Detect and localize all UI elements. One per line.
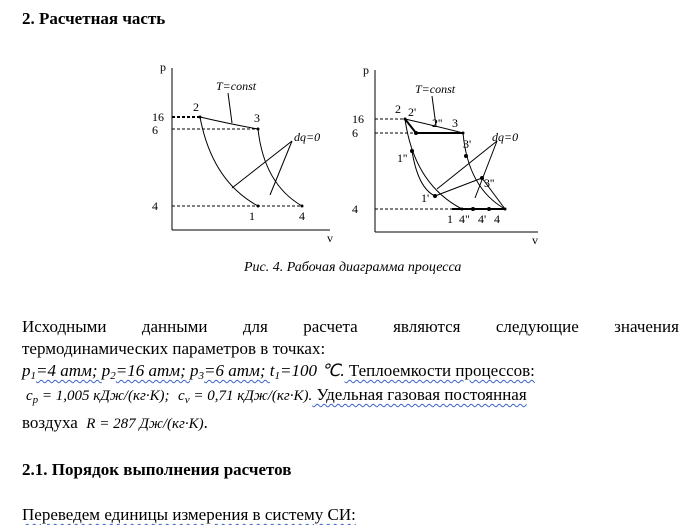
paragraph-line-3: $p_1=4$ атм; $p_2=16$ атм; $p_3=6$ атм; $t_1=100$ ℃. Теплоемкости процессов: (22, 361, 535, 382)
right-pv-diagram (342, 56, 552, 248)
left-point-1: 1 (249, 209, 255, 223)
paragraph-line-1: Исходными данными для расчета являются следующие значения (22, 317, 679, 336)
left-pointer-dq-a (232, 141, 292, 188)
right-point-1p: 1' (421, 191, 430, 205)
paragraph-line-2: термодинамических параметров в точках: (22, 339, 326, 358)
right-point-1pp: 1'' (397, 151, 408, 165)
right-tick-6: 6 (352, 126, 358, 140)
left-label-T: T=const (216, 79, 257, 93)
paragraph-line-5: воздуха R = 287 Дж/(кг·К). (22, 413, 208, 432)
section-title: 2. Расчетная часть (22, 9, 166, 28)
left-tick-6: 6 (152, 123, 158, 137)
left-axis-v-label: v (327, 231, 333, 245)
left-tick-4: 4 (152, 199, 158, 213)
right-point-2pp: 2'' (432, 116, 443, 130)
right-point-2: 2 (395, 102, 401, 116)
last-line: Переведем единицы измерения в систему СИ: (22, 505, 356, 524)
right-point-4p: 4' (478, 212, 487, 226)
right-point-1: 1 (447, 212, 453, 226)
right-point-3p: 3' (463, 137, 472, 151)
left-tick-16: 16 (152, 110, 164, 124)
right-point-4pp: 4" (459, 212, 470, 226)
left-isotherm-2-3 (200, 117, 258, 129)
left-axis-p-label: p (160, 60, 166, 74)
paragraph-line-4: $c_p = 1,005$ кДж/(кг·К); $c_v = 0,71$ кДж/(кг·К). Удельная газовая постоянная (26, 385, 527, 406)
right-point-2p: 2' (408, 105, 417, 119)
left-pv-diagram (140, 56, 340, 246)
right-tick-16: 16 (352, 112, 364, 126)
figure-caption: Рис. 4. Рабочая диаграмма процесса (244, 260, 462, 275)
left-adiabat-2-1 (200, 117, 258, 206)
right-tick-4: 4 (352, 202, 358, 216)
right-label-dq: dq=0 (492, 130, 519, 144)
right-label-T: T=const (415, 82, 456, 96)
right-point-3: 3 (452, 116, 458, 130)
right-axis-p-label: p (363, 63, 369, 77)
left-pointer-T (228, 93, 232, 123)
left-label-dq: dq=0 (294, 130, 321, 144)
left-point-3: 3 (254, 111, 260, 125)
subsection-title: 2.1. Порядок выполнения расчетов (22, 460, 292, 479)
right-point-3pp: 3'' (484, 176, 495, 190)
right-axis-v-label: v (532, 233, 538, 247)
left-point-2: 2 (193, 100, 199, 114)
left-point-4: 4 (299, 209, 305, 223)
right-point-4: 4 (494, 212, 500, 226)
